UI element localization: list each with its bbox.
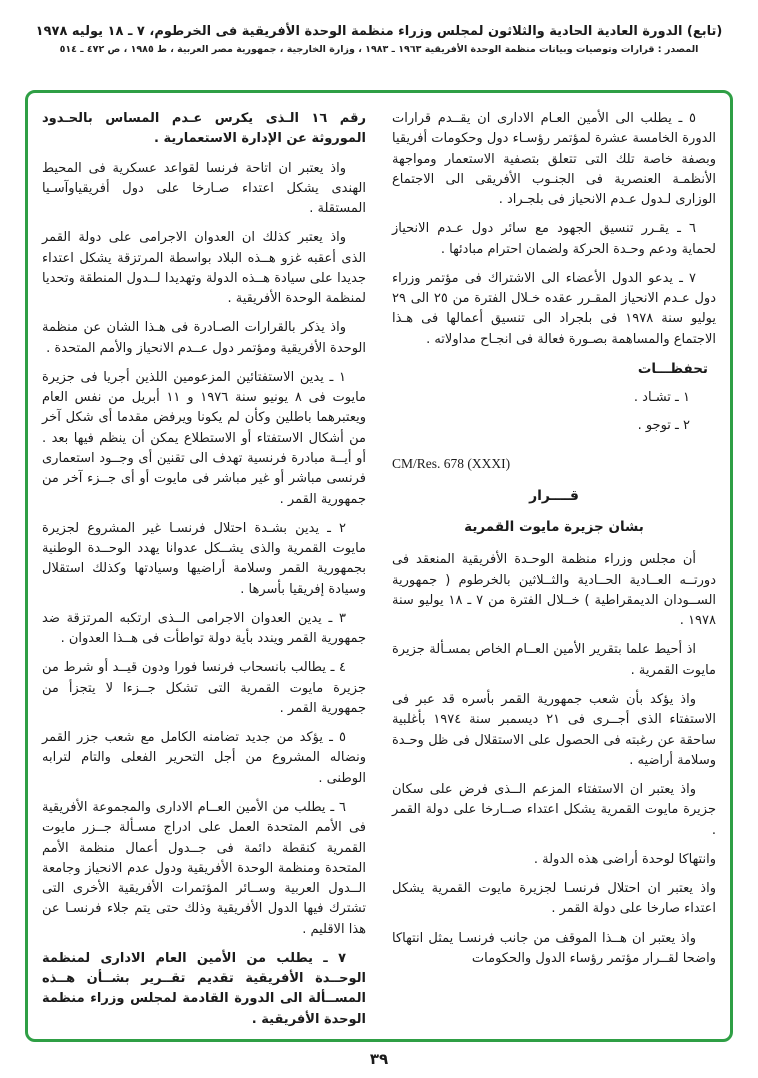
paragraph: ٧ ـ يدعو الدول الأعضاء الى الاشتراك فى مؤتمر وزراء دول عـدم الانحياز المقـرر عقده خـلال الفترة من ٢٥ الى ٢٩ يوليو سنة ١٩٧٨ فى بلجراد الى تنسيق أعمالها فى هـذا الاجتماع والمساهمة بصـورة فعالة فى انجـاح مداولاته . (392, 270, 716, 347)
document-header-title: (تابع) الدورة العادية الحادية والثلاثون لمجلس وزراء منظمة الوحدة الأفريقية فى الخرطوم، ٧ ـ ١٨ يوليه ١٩٧٨ (35, 24, 723, 39)
page-number: ٣٩ (369, 1050, 389, 1068)
paragraph: واذ يؤكد بأن شعب جمهورية القمر بأسره قد عبر فى الاستفتاء الذى أجــرى فى ٢١ ديسمبر سنة ١٩٧٤ بأغلبية ساحقة عن رغبته فى الحصول على الاستقلال فى ظل وحـدة وسلامة أراضيه . (392, 692, 716, 768)
paragraph: واذ يعتبر ان هــذا الموقف من جانب فرنسـا يمثل انتهاكا واضحا لقــرار مؤتمر رؤساء الدول والحكومات (392, 930, 716, 966)
column-second (42, 109, 367, 1027)
paragraph: ٦ ـ يقـرر تنسيق الجهود مع سائر دول عـدم الانحياز لحماية ودعم وحـدة الحركة ولضمان احترام مبادئها . (392, 221, 716, 257)
two-column-layout (42, 109, 717, 1027)
paragraph: اذ أحيط علما بتقرير الأمين العــام الخاص بمسـألة جزيرة مايوت القمرية . (392, 642, 716, 678)
resolution-number: CM/Res. 678 (XXXI) (392, 455, 511, 471)
paragraph: واذ يذكر بالقرارات الصـادرة فى هـذا الشان عن منظمة الوحدة الأفريقية ومؤتمر دول عــدم الانحياز والأمم المتحدة . (42, 320, 366, 356)
paragraph: ١ ـ يدين الاستفتائين المزعومين اللذين أجريا فى جزيرة مايوت فى ٨ يونيو سنة ١٩٧٦ و ١١ أبريل من نفس العام ويعتبرهما باطلين وكأن لم يكونا ويرفض مقدما أى شكل آخر من أشكال الاستفتاء أو الاستطلاع يمكن أن ينظم فيها بعد . أو أيــة مبادرة فرنسية تهدف الى تقنين أى وجــود استعمارى فرنسى مباشر أو غير مباشر فى مايوت أو أى جــزء آخر من جمهورية القمر . (42, 369, 367, 507)
paragraph: واذ يعتبر ان اتاحة فرنسا لقواعد عسكرية فى المحيط الهندى يشكل اعتداء صـارخا على دول أفريقياوآسـيا المستقلة . (42, 160, 366, 217)
paragraph: ٢ ـ يدين بشـدة احتلال فرنسـا غير المشروع لجزيرة مايوت القمرية والذى يشــكل عدوانا يهدد الوحــدة الوطنية بجمهورية القمر وسلامة أراضيها وسيادتها وكذلك استقلال وسيادة إفريقيا بأسرها . (42, 520, 366, 597)
paragraph: ٣ ـ يدين العدوان الاجرامى الــذى ارتكبه المرتزقة ضد جمهورية القمر ويندد بأية دولة تواطأت فى هــذا العدوان . (42, 610, 366, 647)
reservations-heading: تحفظـــات (637, 360, 708, 377)
paragraph: أن مجلس وزراء منظمة الوحـدة الأفريقية المنعقد فى دورتــه العــادية الحــادية والثــلاثين بالخرطوم ( جمهورية الســودان الديمقراطية ) خــلال الفترة من ٧ ـ ١٨ يوليو سنة ١٩٧٨ . (392, 552, 717, 629)
document-header-source: المصدر : قرارات وتوصيات وبيانات منظمة الوحدة الأفريقية ١٩٦٣ ـ ١٩٨٣ ، وزارة الخارجية ، جمهورية مصر العربية ، ط ١٩٨٥ ، ص ٤٧٢ ـ ٥١٤ (59, 44, 699, 55)
paragraph: واذ يعتبر كذلك ان العدوان الاجرامى على دولة القمر الذى أعقبه غزو هــذه البلاد بواسطة المرتزقة يشكل اعتداء جديدا على سيادة هــذه الدولة وتهديدا لــدول المنطقة وتحديا لمنظمة الوحدة الأفريقية . (42, 230, 366, 307)
column-first (392, 109, 716, 1023)
paragraph: وانتهاكا لوحدة أراضى هذه الدولة . (533, 851, 716, 867)
paragraph: واذ يعتبر ان الاستفتاء المزعم الــذى فرض على سكان جزيرة مايوت القمرية يشكل اعتداء صــارخا على دولة القمر . (392, 782, 716, 838)
paragraph: ٥ ـ يؤكد من جديد تضامنه الكامل مع شعب جزر القمر ونضاله المشروع من أجل التحرير الفعلى والتام لترابه الوطنى . (42, 730, 366, 786)
resolution-subtitle: بشان جزيرة مايوت القمرية (464, 519, 644, 536)
document-header (0, 0, 758, 55)
paragraph: ٥ ـ يطلب الى الأمين العـام الادارى ان يقــدم قرارات الدورة الخامسة عشرة لمؤتمر رؤسـاء دول وحكومات أفريقيا وبصفة خاصة تلك التى تتعلق بتصفية الاستعمار ومواجهة الأنظمـة العنصرية فى الجنـوب الأفريقى الى الاجتماع الوزارى لـدول عـدم الانحياز فى بلجـراد . (392, 111, 716, 208)
paragraph: ٤ ـ يطالب بانسحاب فرنسا فورا ودون قيــد أو شرط من جزيرة مايوت القمرية التى تشكل جــزءا لا يتجزأ من جمهورية القمر . (42, 660, 366, 716)
reservation-item: ٢ ـ توجو . (637, 418, 690, 434)
paragraph: رقم ١٦ الـذى يكرس عـدم المساس بالحـدود الموروثة عن الإدارة الاستعمارية . (42, 111, 367, 147)
paragraph: واذ يعتبر ان احتلال فرنسـا لجزيرة مايوت القمرية يشكل اعتداء صارخا على دولة القمر . (392, 881, 716, 917)
reservation-item: ١ ـ تشـاد . (633, 389, 690, 405)
content-frame (25, 90, 733, 1042)
paragraph: ٦ ـ يطلب من الأمين العــام الادارى والمجموعة الأفريقية فى الأمم المتحدة العمل على ادراج مسـألة جــزر مايوت القمرية كنقطة دائمة فى جــدول أعمال منظمة الأمم المتحدة ومنظمة الوحدة الأفريقية ودول عدم الانحياز وجامعة الــدول العربية وســائر المؤتمرات الأفريقية الأخرى التى تشترك فيها الدول الأفريقية وذلك حتى يتم جلاء فرنسـا عن هذا الاقليم . (42, 799, 366, 937)
resolution-title: قــــرار (529, 487, 579, 504)
paragraph: ٧ ـ يطلب من الأمين العام الادارى لمنظمة الوحــدة الأفريقية تقديم تقــرير بشــأن هــذه المســألة الى الدورة القادمة لمجلس وزراء منظمة الوحدة الأفريقية . (42, 950, 366, 1027)
